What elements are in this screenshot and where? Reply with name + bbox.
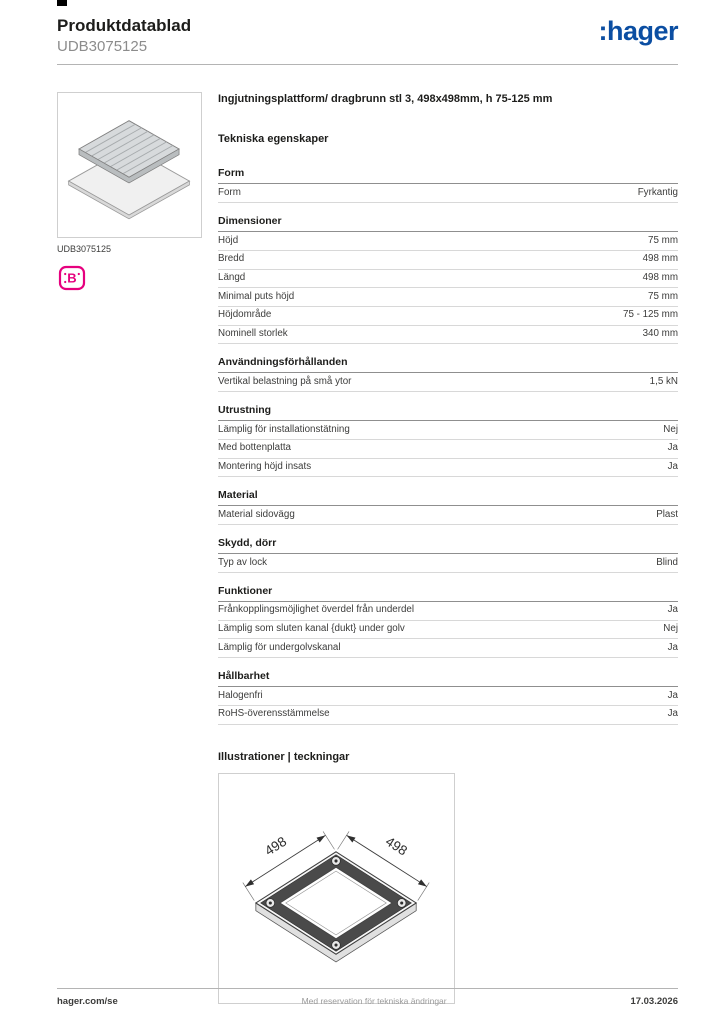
spec-label: Längd (218, 272, 246, 283)
spec-value: 75 - 125 mm (623, 309, 678, 321)
footer-divider (57, 988, 678, 989)
spec-value: Ja (667, 461, 678, 473)
spec-label: Höjd (218, 234, 239, 246)
section-rows (218, 421, 678, 477)
spec-value: Ja (667, 689, 678, 701)
spec-row (218, 288, 678, 307)
spec-label: Bredd (218, 253, 245, 265)
spec-sections (218, 167, 678, 724)
product-title: Ingjutningsplattform/ dragbrunn stl 3, 498x498mm, h 75-125 mm (218, 93, 553, 105)
page-footer (57, 996, 678, 1007)
header-divider (57, 64, 678, 65)
spec-row (218, 184, 678, 203)
section-heading: Skydd, dörr (218, 537, 678, 554)
section-rows (218, 373, 678, 392)
spec-label: Typ av lock (218, 556, 268, 568)
illustrations-heading: Illustrationer | teckningar (218, 750, 350, 763)
product-image-label: UDB3075125 (57, 244, 112, 254)
spec-row (218, 373, 678, 392)
section-heading: Användningsförhållanden (218, 356, 678, 373)
spec-label: Frånkopplingsmöjlighet överdel från underdel (218, 604, 415, 616)
spec-row (218, 307, 678, 326)
spec-label: Vertikal belastning på små ytor (218, 375, 352, 387)
spec-value: 498 mm (642, 272, 678, 283)
spec-value: Nej (663, 423, 678, 435)
print-registration-mark (57, 0, 67, 6)
spec-row (218, 621, 678, 640)
svg-text:B: B (67, 270, 77, 286)
section-rows (218, 506, 678, 525)
spec-value: Ja (667, 641, 678, 653)
product-number: UDB3075125 (57, 38, 148, 55)
spec-row (218, 459, 678, 478)
spec-row (218, 251, 678, 270)
dimension-label-depth: 498 (382, 833, 410, 859)
spec-section (218, 167, 678, 203)
spec-value: 1,5 kN (649, 375, 678, 387)
product-image (62, 98, 197, 233)
tech-properties-heading: Tekniska egenskaper (218, 133, 329, 146)
spec-row (218, 440, 678, 459)
page-header (57, 16, 678, 55)
spec-row (218, 639, 678, 658)
footer-site-link[interactable]: hager.com/se (57, 996, 118, 1007)
spec-value: 498 mm (642, 253, 678, 265)
section-heading: Funktioner (218, 585, 678, 602)
spec-label: Minimal puts höjd (218, 290, 295, 302)
spec-section (218, 404, 678, 477)
spec-label: RoHS-överensstämmelse (218, 708, 330, 720)
spec-label: Lämplig för undergolvskanal (218, 641, 341, 653)
spec-section (218, 585, 678, 658)
spec-label: Material sidovägg (218, 508, 295, 520)
spec-value: 340 mm (642, 328, 678, 340)
section-rows (218, 232, 678, 344)
hager-logo: :hager (598, 16, 678, 46)
certification-b-icon (57, 264, 87, 292)
spec-label: Montering höjd insats (218, 461, 312, 473)
illustration-frame (218, 773, 455, 1004)
section-heading: Utrustning (218, 404, 678, 421)
doc-title: Produktdatablad (57, 16, 192, 35)
spec-label: Lämplig som sluten kanal {dukt} under golv (218, 623, 405, 635)
section-heading: Material (218, 489, 678, 506)
section-rows (218, 554, 678, 573)
spec-row (218, 687, 678, 706)
spec-value: 75 mm (648, 234, 678, 246)
spec-row (218, 602, 678, 621)
spec-value: Plast (656, 508, 678, 520)
spec-value: Blind (656, 556, 678, 568)
section-rows (218, 602, 678, 658)
dimension-label-width: 498 (262, 833, 290, 859)
spec-section (218, 537, 678, 573)
spec-section (218, 489, 678, 525)
spec-value: Fyrkantig (637, 186, 678, 198)
dimension-drawing (223, 779, 450, 998)
spec-label: Nominell storlek (218, 328, 288, 340)
spec-value: Ja (667, 708, 678, 720)
spec-label: Lämplig för installationstätning (218, 423, 350, 435)
spec-label: Form (218, 186, 241, 198)
spec-row (218, 706, 678, 725)
footer-disclaimer: Med reservation för tekniska ändringar (301, 996, 447, 1006)
spec-section (218, 356, 678, 392)
spec-main (218, 92, 678, 1004)
section-heading: Form (218, 167, 678, 184)
product-image-frame (57, 92, 202, 238)
spec-section (218, 670, 678, 724)
spec-label: Halogenfri (218, 689, 263, 701)
spec-value: Ja (667, 442, 678, 454)
product-sidebar (57, 92, 202, 292)
footer-date: 17.03.2026 (630, 996, 678, 1007)
spec-row (218, 506, 678, 525)
spec-section (218, 215, 678, 344)
spec-value: Nej (663, 623, 678, 635)
spec-row (218, 421, 678, 440)
spec-row (218, 326, 678, 345)
spec-label: Med bottenplatta (218, 442, 291, 454)
section-rows (218, 184, 678, 203)
spec-value: Ja (667, 604, 678, 616)
section-rows (218, 687, 678, 724)
spec-value: 75 mm (648, 290, 678, 302)
spec-row (218, 232, 678, 251)
section-heading: Dimensioner (218, 215, 678, 232)
section-heading: Hållbarhet (218, 670, 678, 687)
spec-row (218, 270, 678, 289)
spec-label: Höjdområde (218, 309, 272, 321)
spec-row (218, 554, 678, 573)
